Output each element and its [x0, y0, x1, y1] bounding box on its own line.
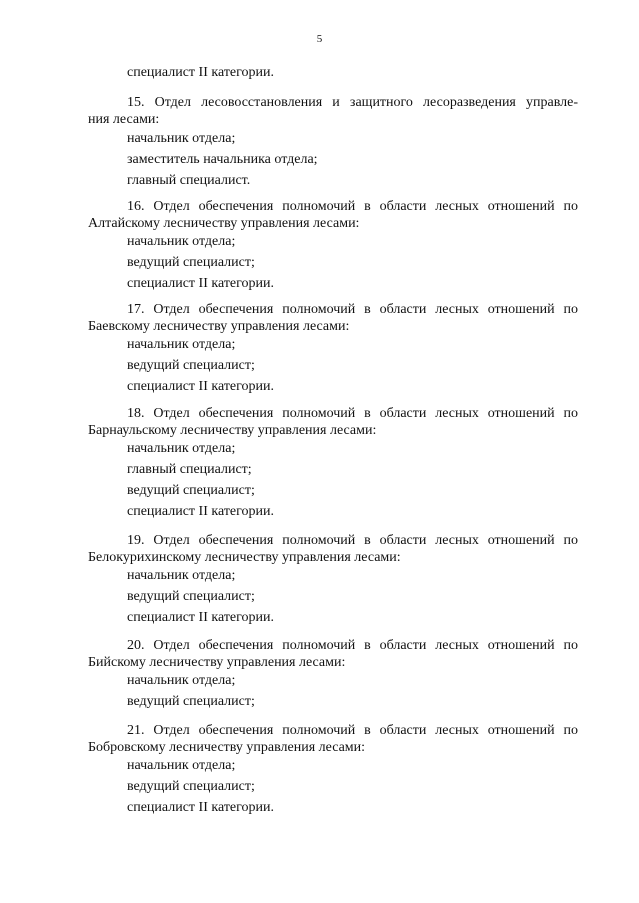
section-heading-21-cont: Бобровскому лесничеству управления лесами: [88, 740, 366, 755]
list-item: начальник отдела; [127, 568, 236, 583]
list-item: ведущий специалист; [127, 358, 255, 373]
list-item: ведущий специалист; [127, 589, 255, 604]
list-item: начальник отдела; [127, 441, 236, 456]
list-item: начальник отдела; [127, 673, 236, 688]
list-item: специалист II категории. [127, 800, 275, 815]
list-item: специалист II категории. [127, 65, 275, 80]
list-item: специалист II категории. [127, 504, 275, 519]
section-heading-20: 20. Отдел обеспечения полномочий в области лесных отношений по [127, 638, 578, 653]
list-item: начальник отдела; [127, 337, 236, 352]
section-heading-16: 16. Отдел обеспечения полномочий в области лесных отношений по [127, 199, 578, 214]
list-item: ведущий специалист; [127, 255, 255, 270]
list-item: главный специалист. [127, 173, 251, 188]
list-item: ведущий специалист; [127, 483, 255, 498]
list-item: специалист II категории. [127, 610, 275, 625]
section-heading-15-cont: ния лесами: [88, 112, 160, 127]
list-item: главный специалист; [127, 462, 252, 477]
section-heading-19: 19. Отдел обеспечения полномочий в области лесных отношений по [127, 533, 578, 548]
page-number: 5 [316, 33, 323, 45]
list-item: специалист II категории. [127, 379, 275, 394]
section-heading-21: 21. Отдел обеспечения полномочий в области лесных отношений по [127, 723, 578, 738]
section-heading-18: 18. Отдел обеспечения полномочий в области лесных отношений по [127, 406, 578, 421]
section-heading-17-cont: Баевскому лесничеству управления лесами: [88, 319, 350, 334]
section-heading-18-cont: Барнаульскому лесничеству управления лесами: [88, 423, 377, 438]
section-heading-15: 15. Отдел лесовосстановления и защитного лесоразведения управле- [127, 95, 578, 110]
section-heading-19-cont: Белокурихинскому лесничеству управления лесами: [88, 550, 401, 565]
list-item: ведущий специалист; [127, 779, 255, 794]
list-item: ведущий специалист; [127, 694, 255, 709]
list-item: начальник отдела; [127, 234, 236, 249]
list-item: заместитель начальника отдела; [127, 152, 318, 167]
section-heading-17: 17. Отдел обеспечения полномочий в области лесных отношений по [127, 302, 578, 317]
section-heading-16-cont: Алтайскому лесничеству управления лесами: [88, 216, 360, 231]
section-heading-20-cont: Бийскому лесничеству управления лесами: [88, 655, 346, 670]
list-item: начальник отдела; [127, 131, 236, 146]
list-item: специалист II категории. [127, 276, 275, 291]
list-item: начальник отдела; [127, 758, 236, 773]
